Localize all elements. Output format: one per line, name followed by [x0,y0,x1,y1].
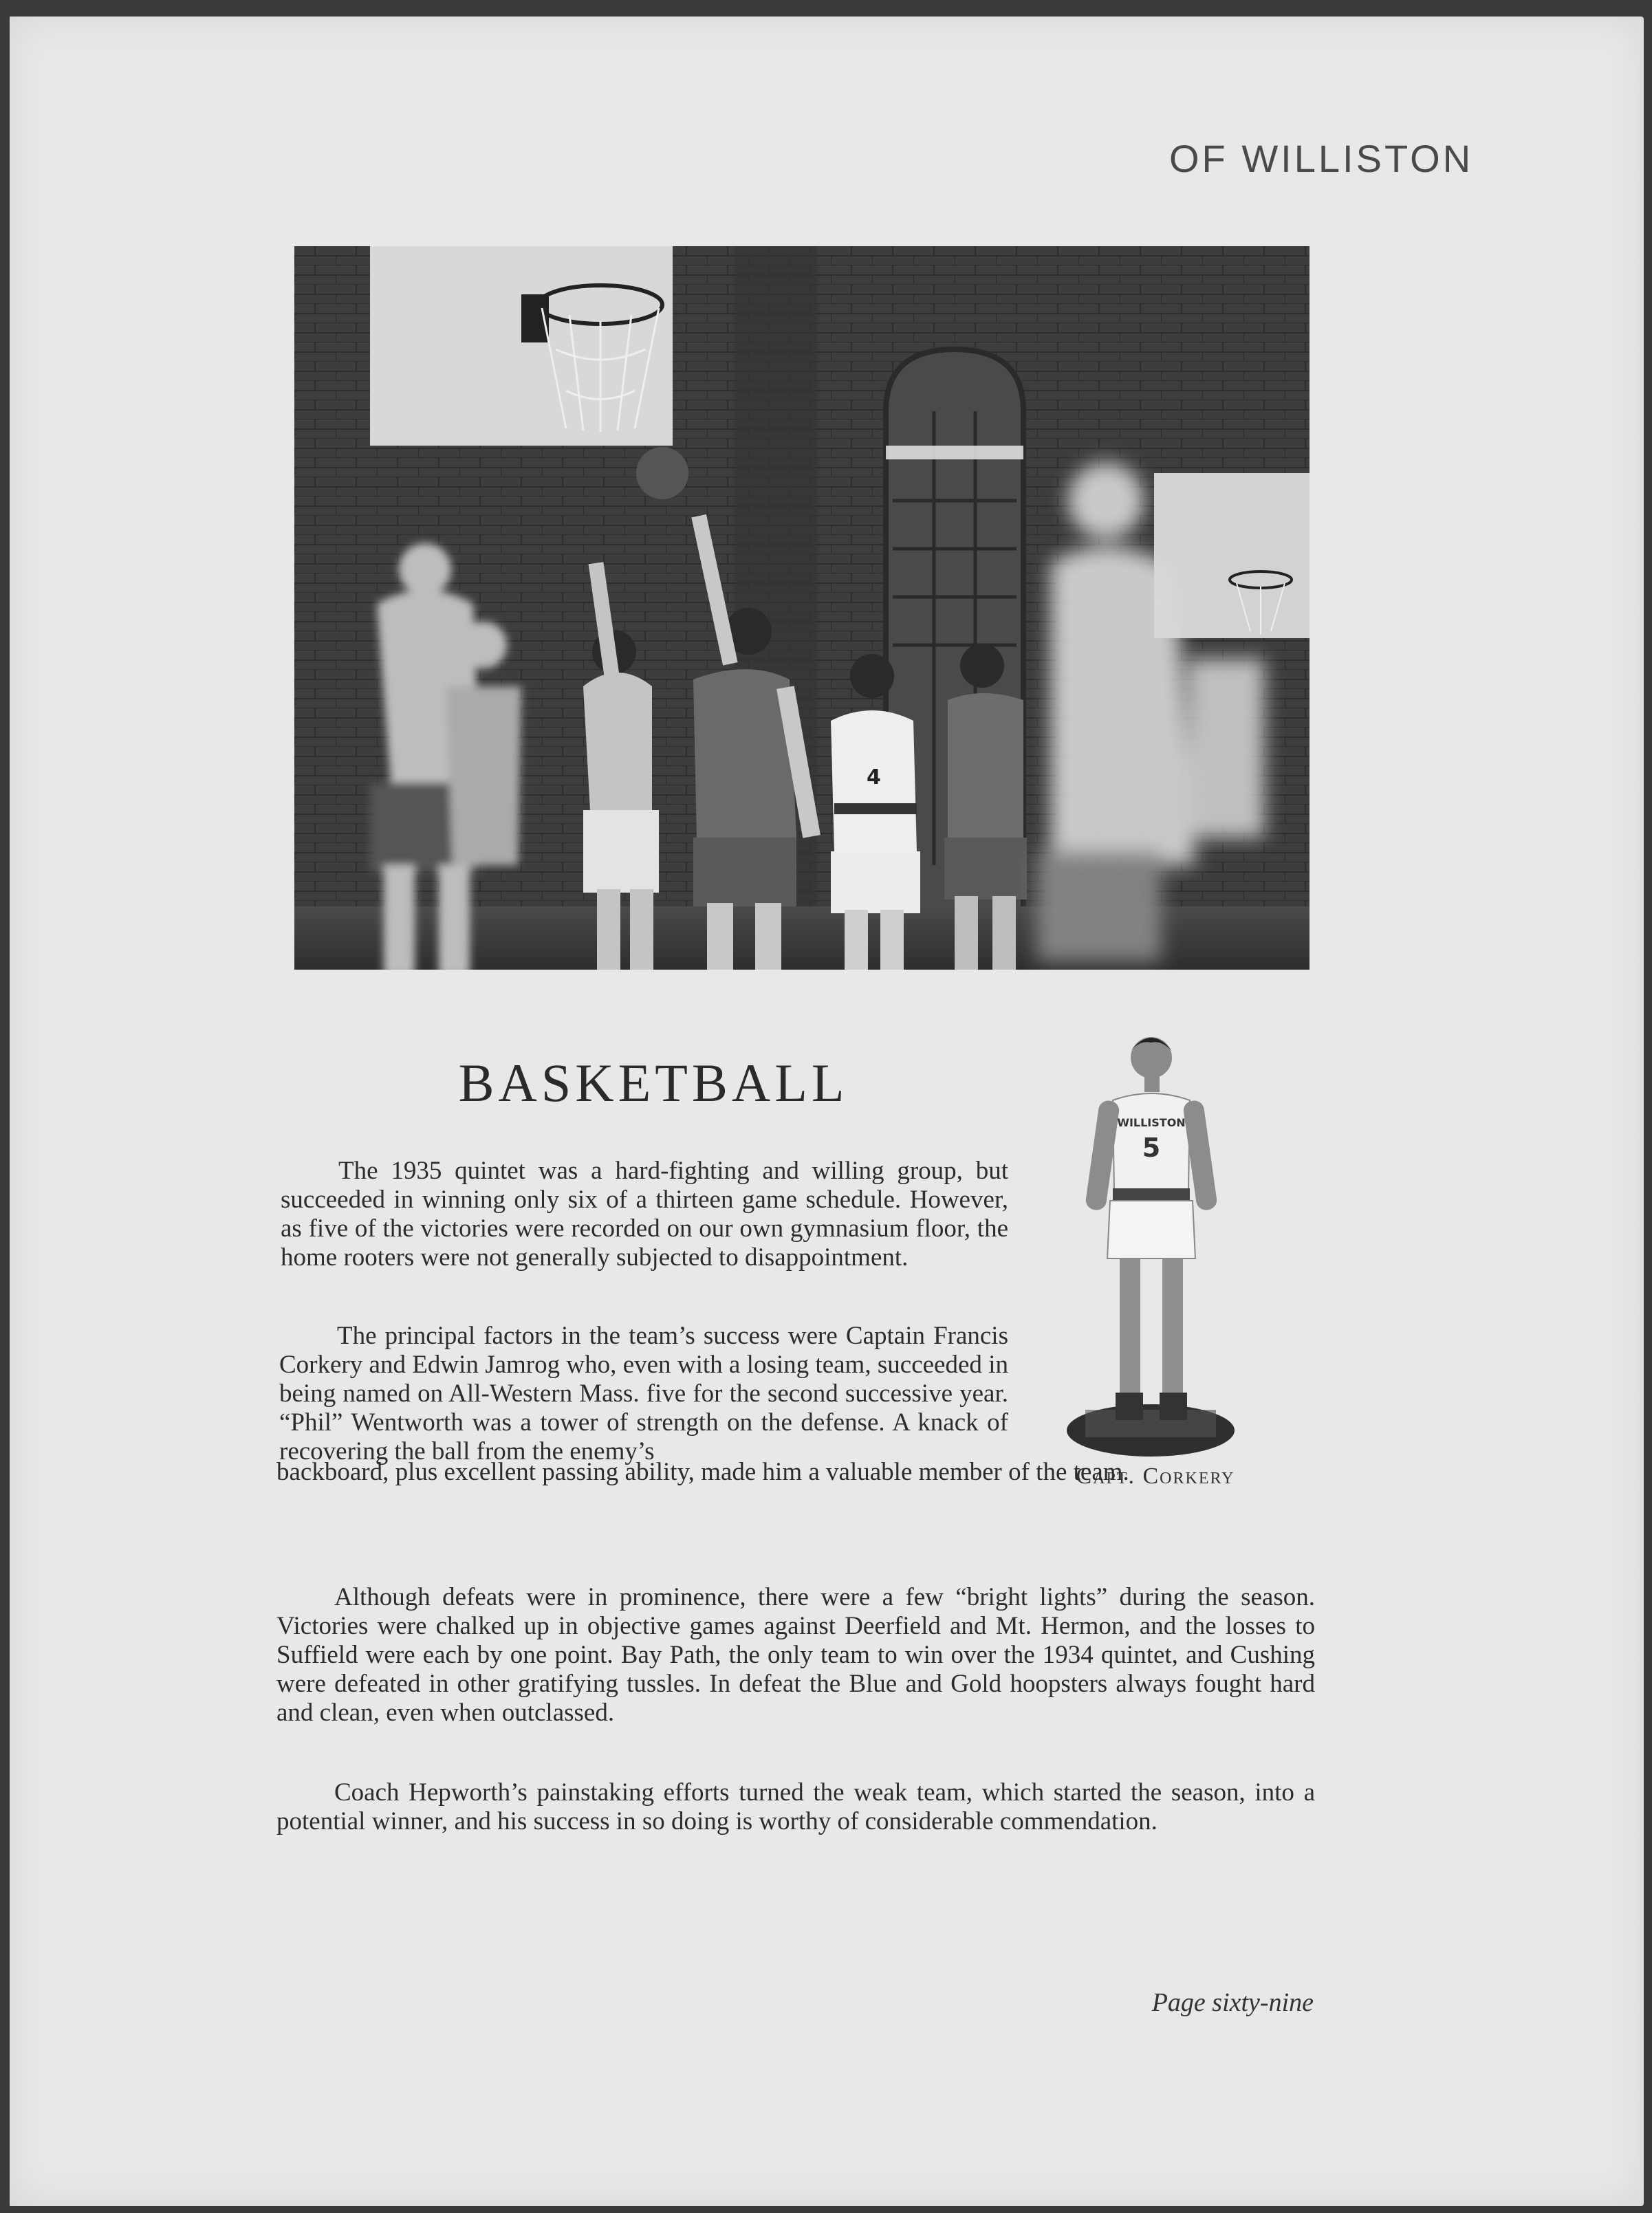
page-number: Page sixty-nine [1151,1988,1314,2017]
paragraph-2-continued: backboard, plus excellent passing ability, made him a valuable member of the team. [276,1458,1129,1486]
photo-caption: Capt. Corkery [1076,1463,1235,1489]
jersey-number: 5 [1142,1133,1161,1163]
player-jersey-number: 4 [867,765,881,789]
jersey-text: WILLISTON [1117,1116,1186,1129]
paragraph-4: Coach Hepworth’s painstaking efforts turned the weak team, which started the season, into a potential winner, and his success in so doing is worthy of considerable commendation. [276,1778,1315,1835]
running-head: OF WILLISTON [1169,137,1474,180]
captain-portrait [1065,1025,1237,1459]
paragraph-1: The 1935 quintet was a hard-fighting and willing group, but succeeded in winning only six of a thirteen game schedule. However, as five of the victories were recorded on our own gymnasium floor, the home rooters were not generally subjected to disappointment. [281,1157,1008,1272]
basketball-game-photo [294,246,1309,970]
paragraph-2: The principal factors in the team’s success were Captain Francis Corkery and Edwin Jamrog who, even with a losing team, succeeded in being named on All-Western Mass. five for the second successive year. “Phil” Wentworth was a tower of strength on the defense. A knack of recovering the ball from the enemy’s [279,1322,1008,1465]
section-title: BASKETBALL [458,1053,849,1113]
paragraph-3: Although defeats were in prominence, there were a few “bright lights” during the season. Victories were chalked up in objective games against Deerfield and Mt. Hermon, and the losses to Suffield were each by one point. Bay Path, the only team to win over the 1934 quintet, and Cushing were defeated in other gratifying tussles. In defeat the Blue and Gold hoopsters always fought hard and clean, even when outclassed. [276,1583,1315,1727]
